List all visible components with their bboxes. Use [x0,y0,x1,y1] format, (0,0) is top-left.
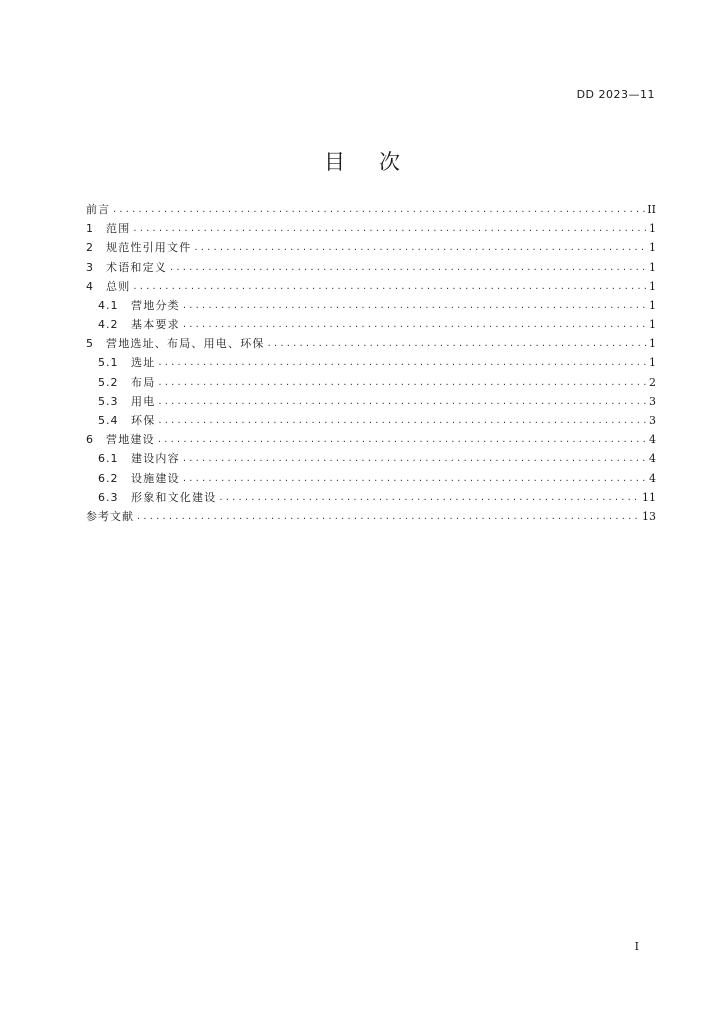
toc-entry[interactable] [86,449,656,468]
dot-leader [158,430,647,449]
toc-entry-page: 1 [649,260,656,274]
toc-entry-label: 设施建设 [131,471,180,485]
toc-entry-page: 1 [649,279,656,293]
toc-entry[interactable] [86,507,656,526]
toc-entry[interactable] [86,277,656,296]
toc-entry-label: 形象和文化建设 [131,490,217,504]
toc-entry-label: 参考文献 [86,509,134,523]
toc-entry-number: 1 [86,222,94,236]
toc-entry-number: 6.1 [98,452,119,466]
toc-entry-label: 基本要求 [131,318,180,332]
toc-entry-page: 1 [649,241,656,255]
toc-entry[interactable] [86,296,656,315]
toc-entry-page: 1 [649,318,656,332]
toc-entry-number: 4.1 [98,298,119,312]
dot-leader [183,315,647,334]
dot-leader [158,353,647,372]
toc-entry-page: 11 [642,490,656,504]
toc-entry-label: 术语和定义 [106,260,167,274]
dot-leader [133,277,647,296]
toc-entry-page: 2 [649,375,656,389]
toc-entry-number: 5 [86,337,94,351]
toc-entry-page: 13 [642,509,656,523]
toc-entry[interactable] [86,238,656,257]
toc-entry-page: 3 [649,414,656,428]
page-title: 目次 [324,150,434,174]
toc-entry-page: 3 [649,394,656,408]
dot-leader [137,507,640,526]
toc-entry-number: 6.3 [98,490,119,504]
toc-entry-label: 营地建设 [106,433,155,447]
toc-entry[interactable] [86,315,656,334]
toc-entry-number: 4.2 [98,318,119,332]
dot-leader [183,449,647,468]
dot-leader [219,488,640,507]
page-number: I [634,940,639,953]
toc-entry[interactable] [86,334,656,353]
toc-entry[interactable] [86,354,656,373]
document-code: DD 2023—11 [576,88,655,101]
toc-entry-label: 规范性引用文件 [106,241,192,255]
toc-entry[interactable] [86,469,656,488]
toc-entry[interactable] [86,219,656,238]
dot-leader [183,296,647,315]
toc-entry-page: 4 [649,471,656,485]
toc-entry-number: 5.4 [98,414,119,428]
dot-leader [194,238,647,257]
toc-entry-number: 5.2 [98,375,119,389]
toc-entry-number: 5.1 [98,356,119,370]
toc-entry-number: 5.3 [98,394,119,408]
toc-entry[interactable] [86,488,656,507]
toc-entry-label: 环保 [131,414,156,428]
toc-entry-label: 总则 [106,279,131,293]
dot-leader [113,200,645,219]
toc-entry-page: 4 [649,452,656,466]
toc-entry[interactable] [86,258,656,277]
toc-entry-label: 建设内容 [131,452,180,466]
dot-leader [158,411,647,430]
toc-entry[interactable] [86,430,656,449]
dot-leader [158,392,647,411]
toc-entry-number: 6 [86,433,94,447]
toc-entry-page: 1 [649,298,656,312]
toc-entry-label: 范围 [106,222,131,236]
dot-leader [170,258,647,277]
toc-entry[interactable] [86,200,656,219]
toc-entry-label: 选址 [131,356,156,370]
toc-entry-number: 2 [86,241,94,255]
dot-leader [183,469,647,488]
toc-entry-label: 营地分类 [131,298,180,312]
dot-leader [158,373,647,392]
toc-entry-label: 营地选址、布局、用电、环保 [106,337,265,351]
toc-entry-number: 6.2 [98,471,119,485]
toc-entry-page: 1 [649,356,656,370]
toc-entry-page: 4 [649,433,656,447]
toc-entry-number: 4 [86,279,94,293]
table-of-contents [86,200,656,526]
toc-entry[interactable] [86,373,656,392]
toc-entry-page: II [647,202,656,216]
toc-entry-label: 用电 [131,394,156,408]
toc-entry[interactable] [86,411,656,430]
toc-entry-page: 1 [649,337,656,351]
toc-entry[interactable] [86,392,656,411]
toc-entry-label: 布局 [131,375,156,389]
toc-entry-label: 前言 [86,202,110,216]
toc-entry-number: 3 [86,260,94,274]
dot-leader [133,219,647,238]
dot-leader [268,334,647,353]
toc-entry-page: 1 [649,222,656,236]
